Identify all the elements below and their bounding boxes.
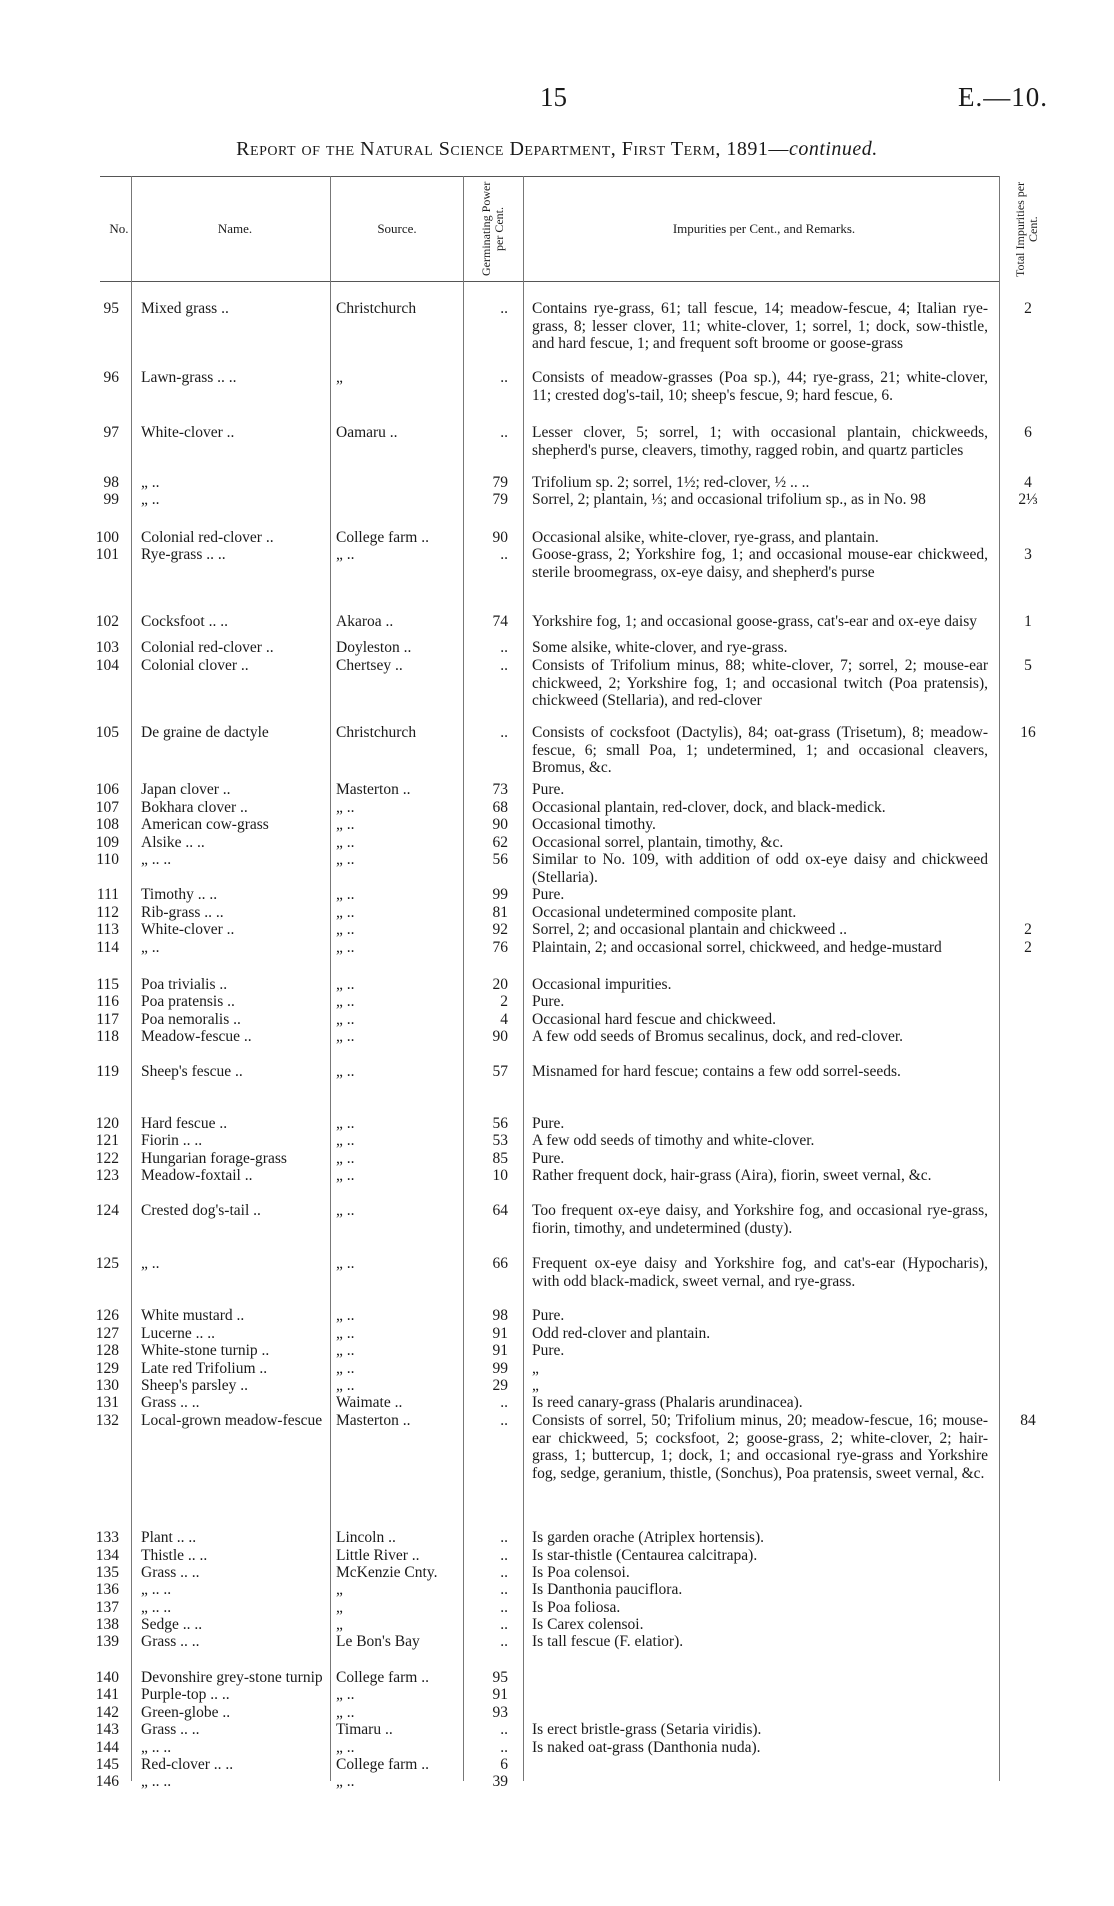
row-total: 2⅓ [1018, 491, 1038, 508]
row-remarks: Trifolium sp. 2; sorrel, 1½; red-clover, ½ .. .. [532, 474, 810, 491]
row-germinating: 85 [492, 1150, 508, 1167]
row-source: „ .. [336, 1342, 355, 1359]
row-remarks: Goose-grass, 2; Yorkshire fog, 1; and occasional mouse-ear chickweed, sterile broomegrass, ox-eye daisy, and shepherd's purse [532, 546, 988, 581]
row-name: Hard fescue .. [141, 1115, 228, 1132]
row-name: Hungarian forage-grass [141, 1150, 287, 1167]
row-germinating: 90 [492, 529, 508, 546]
row-name: Thistle .. .. [141, 1547, 208, 1564]
row-total: 1 [1024, 613, 1032, 630]
row-name: Devonshire grey-stone turnip [141, 1669, 323, 1686]
col-header-germinating [464, 177, 522, 281]
row-remarks: Too frequent ox-eye daisy, and Yorkshire fog, and occasional rye-grass, fiorin, timothy, and undetermined (dusty). [532, 1202, 988, 1237]
column-rule [131, 176, 132, 1781]
row-number: 95 [103, 300, 119, 317]
row-number: 101 [95, 546, 119, 563]
row-name: „ .. [141, 474, 160, 491]
row-source: „ .. [336, 993, 355, 1010]
row-germinating: 92 [492, 921, 508, 938]
row-source: College farm .. [336, 1669, 429, 1686]
row-source: Masterton .. [336, 1412, 411, 1429]
row-name: Late red Trifolium .. [141, 1360, 268, 1377]
row-number: 115 [96, 976, 119, 993]
title-text: Report of the Natural Science Department, First Term, 1891— [236, 138, 789, 160]
row-source: Chertsey .. [336, 657, 403, 674]
row-name: Rib-grass .. .. [141, 904, 224, 921]
row-germinating: .. [500, 657, 508, 674]
row-remarks: Occasional undetermined composite plant. [532, 904, 797, 921]
row-germinating: 99 [492, 886, 508, 903]
row-number: 103 [95, 639, 119, 656]
row-number: 98 [103, 474, 119, 491]
row-remarks: Is Carex colensoi. [532, 1616, 644, 1633]
row-number: 144 [95, 1739, 119, 1756]
row-source: „ .. [336, 1063, 355, 1080]
row-name: White-clover .. [141, 424, 235, 441]
row-germinating: 76 [492, 939, 508, 956]
row-germinating: 73 [492, 781, 508, 798]
row-germinating: 91 [492, 1686, 508, 1703]
row-remarks: Is naked oat-grass (Danthonia nuda). [532, 1739, 761, 1756]
row-name: Grass .. .. [141, 1394, 200, 1411]
row-germinating: 98 [492, 1307, 508, 1324]
row-germinating: 79 [492, 474, 508, 491]
row-source: „ .. [336, 1167, 355, 1184]
row-name: Poa nemoralis .. [141, 1011, 241, 1028]
row-source: „ [336, 369, 343, 386]
row-number: 120 [95, 1115, 119, 1132]
page-title [0, 138, 1114, 161]
row-source: „ .. [336, 1307, 355, 1324]
row-number: 135 [95, 1564, 119, 1581]
row-number: 130 [95, 1377, 119, 1394]
col-header-total-text: Total Impurities per Cent. [1013, 181, 1040, 277]
row-germinating: .. [500, 1721, 508, 1738]
row-name: Rye-grass .. .. [141, 546, 226, 563]
row-germinating: .. [500, 1616, 508, 1633]
row-remarks: Pure. [532, 1307, 565, 1324]
row-name: Cocksfoot .. .. [141, 613, 228, 630]
row-number: 133 [95, 1529, 119, 1546]
row-remarks: A few odd seeds of timothy and white-clover. [532, 1132, 815, 1149]
row-source: „ .. [336, 921, 355, 938]
row-number: 113 [96, 921, 119, 938]
row-number: 127 [95, 1325, 119, 1342]
row-remarks: Plaintain, 2; and occasional sorrel, chickweed, and hedge-mustard [532, 939, 942, 956]
column-rule [999, 176, 1000, 1781]
row-source: „ [336, 1581, 343, 1598]
row-germinating: 6 [500, 1756, 508, 1773]
row-number: 126 [95, 1307, 119, 1324]
col-header-name: Name. [217, 221, 253, 236]
row-source: „ .. [336, 1132, 355, 1149]
row-name: Green-globe .. [141, 1704, 231, 1721]
row-source: „ .. [336, 1773, 355, 1790]
row-name: Meadow-foxtail .. [141, 1167, 253, 1184]
row-source: „ .. [336, 799, 355, 816]
row-source: Lincoln .. [336, 1529, 396, 1546]
row-number: 110 [96, 851, 119, 868]
row-name: Meadow-fescue .. [141, 1028, 252, 1045]
row-germinating: .. [500, 1529, 508, 1546]
row-name: Colonial red-clover .. [141, 639, 274, 656]
row-germinating: 81 [492, 904, 508, 921]
row-germinating: 10 [492, 1167, 508, 1184]
row-germinating: 4 [500, 1011, 508, 1028]
row-germinating: .. [500, 1581, 508, 1598]
row-source: „ .. [336, 1115, 355, 1132]
row-number: 140 [95, 1669, 119, 1686]
col-header-germinating-text: Germinating Power per Cent. [479, 181, 506, 277]
row-number: 146 [95, 1773, 119, 1790]
row-source: „ .. [336, 1202, 355, 1219]
row-source: McKenzie Cnty. [336, 1564, 438, 1581]
row-remarks: Pure. [532, 781, 565, 798]
row-number: 145 [95, 1756, 119, 1773]
row-name: Grass .. .. [141, 1564, 200, 1581]
row-germinating: .. [500, 1633, 508, 1650]
row-germinating: 91 [492, 1325, 508, 1342]
row-name: Colonial red-clover .. [141, 529, 274, 546]
col-header-total [1004, 177, 1050, 281]
row-total: 6 [1024, 424, 1032, 441]
row-number: 141 [95, 1686, 119, 1703]
row-remarks: Similar to No. 109, with addition of odd ox-eye daisy and chickweed (Stellaria). [532, 851, 988, 886]
row-remarks: Sorrel, 2; plantain, ⅓; and occasional trifolium sp., as in No. 98 [532, 491, 926, 508]
row-germinating: .. [500, 300, 508, 317]
table-header [100, 176, 1040, 282]
row-name: „ .. .. [141, 1599, 172, 1616]
row-germinating: 2 [500, 993, 508, 1010]
row-number: 131 [95, 1394, 119, 1411]
row-number: 100 [95, 529, 119, 546]
row-source: „ .. [336, 1704, 355, 1721]
row-number: 136 [95, 1581, 119, 1598]
row-number: 104 [95, 657, 119, 674]
row-number: 132 [95, 1412, 119, 1429]
row-remarks: Is Poa colensoi. [532, 1564, 630, 1581]
row-remarks: Is garden orache (Atriplex hortensis). [532, 1529, 764, 1546]
row-name: „ .. .. [141, 1739, 172, 1756]
row-source: „ .. [336, 1028, 355, 1045]
row-source: Oamaru .. [336, 424, 398, 441]
row-source: Le Bon's Bay [336, 1633, 420, 1650]
row-total: 2 [1024, 300, 1032, 317]
row-number: 124 [95, 1202, 119, 1219]
row-source: „ [336, 1616, 343, 1633]
row-germinating: 93 [492, 1704, 508, 1721]
row-germinating: 29 [492, 1377, 508, 1394]
row-source: „ .. [336, 816, 355, 833]
row-total: 5 [1024, 657, 1032, 674]
row-source: Timaru .. [336, 1721, 393, 1738]
row-name: Red-clover .. .. [141, 1756, 234, 1773]
row-name: Purple-top .. .. [141, 1686, 230, 1703]
row-source: College farm .. [336, 529, 429, 546]
row-total: 84 [1020, 1412, 1036, 1429]
row-name: American cow-grass [141, 816, 269, 833]
row-name: „ .. [141, 1255, 160, 1272]
row-number: 107 [95, 799, 119, 816]
row-germinating: 68 [492, 799, 508, 816]
row-germinating: .. [500, 369, 508, 386]
row-remarks: Pure. [532, 993, 565, 1010]
row-name: „ .. [141, 491, 160, 508]
row-source: „ .. [336, 886, 355, 903]
row-name: Colonial clover .. [141, 657, 249, 674]
row-number: 108 [95, 816, 119, 833]
row-name: Bokhara clover .. [141, 799, 248, 816]
row-name: Sheep's parsley .. [141, 1377, 248, 1394]
row-number: 117 [96, 1011, 119, 1028]
row-germinating: .. [500, 424, 508, 441]
row-total: 2 [1024, 921, 1032, 938]
row-source: Waimate .. [336, 1394, 403, 1411]
row-source: „ .. [336, 1150, 355, 1167]
row-germinating: 20 [492, 976, 508, 993]
row-germinating: 56 [492, 1115, 508, 1132]
row-number: 128 [95, 1342, 119, 1359]
row-number: 123 [95, 1167, 119, 1184]
row-remarks: Consists of meadow-grasses (Poa sp.), 44; rye-grass, 21; white-clover, 11; crested dog's-tail, 10; sheep's fescue, 9; hard fescue, 6. [532, 369, 988, 404]
row-name: Lucerne .. .. [141, 1325, 216, 1342]
row-source: Doyleston .. [336, 639, 412, 656]
row-name: Timothy .. .. [141, 886, 218, 903]
row-source: Akaroa .. [336, 613, 394, 630]
row-germinating: 57 [492, 1063, 508, 1080]
row-name: White-stone turnip .. [141, 1342, 270, 1359]
row-remarks: Misnamed for hard fescue; contains a few odd sorrel-seeds. [532, 1063, 901, 1080]
row-source: „ .. [336, 834, 355, 851]
row-germinating: 79 [492, 491, 508, 508]
row-source: Little River .. [336, 1547, 420, 1564]
row-remarks: Pure. [532, 1342, 565, 1359]
row-remarks: Is erect bristle-grass (Setaria viridis). [532, 1721, 762, 1738]
row-source: „ .. [336, 1686, 355, 1703]
row-remarks: Is reed canary-grass (Phalaris arundinacea). [532, 1394, 803, 1411]
row-remarks: „ [532, 1360, 539, 1377]
row-germinating: 99 [492, 1360, 508, 1377]
row-remarks: Sorrel, 2; and occasional plantain and chickweed .. [532, 921, 848, 938]
row-germinating: .. [500, 1739, 508, 1756]
row-number: 134 [95, 1547, 119, 1564]
row-number: 122 [95, 1150, 119, 1167]
row-source: College farm .. [336, 1756, 429, 1773]
document-reference: E.—10. [958, 82, 1048, 112]
row-remarks: Consists of sorrel, 50; Trifolium minus, 20; meadow-fescue, 16; mouse-ear chickweed, 5; cocksfoot, 2; goose-grass, 2; white-clover, 2; hair-grass, 1; buttercup, 1; dock, 1; and occasional rye-grass and Yorkshire fog, sedge, geranium, thistle, (Sonchus), Poa pratensis, sweet vernal, &c. [532, 1412, 988, 1482]
row-number: 112 [96, 904, 119, 921]
row-source: „ .. [336, 1360, 355, 1377]
row-number: 97 [103, 424, 119, 441]
row-number: 118 [96, 1028, 119, 1045]
row-name: Poa pratensis .. [141, 993, 235, 1010]
row-source: Christchurch [336, 724, 417, 741]
row-remarks: Consists of Trifolium minus, 88; white-clover, 7; sorrel, 2; mouse-ear chickweed, 2; Yorkshire fog, 1; and occasional twitch (Poa pratensis), chickweed (Stellaria), and red-clover [532, 657, 988, 709]
row-remarks: Occasional timothy. [532, 816, 656, 833]
row-name: Local-grown meadow-fescue [141, 1412, 323, 1429]
row-germinating: 91 [492, 1342, 508, 1359]
col-header-remarks: Impurities per Cent., and Remarks. [672, 221, 856, 236]
row-number: 102 [95, 613, 119, 630]
column-rule [523, 176, 524, 1781]
row-total: 4 [1024, 474, 1032, 491]
row-remarks: Is Poa foliosa. [532, 1599, 621, 1616]
row-remarks: Pure. [532, 1150, 565, 1167]
row-number: 119 [96, 1063, 119, 1080]
row-remarks: Occasional plantain, red-clover, dock, and black-medick. [532, 799, 886, 816]
row-number: 142 [95, 1704, 119, 1721]
row-number: 121 [95, 1132, 119, 1149]
row-source: „ .. [336, 1739, 355, 1756]
row-germinating: .. [500, 1599, 508, 1616]
row-number: 116 [96, 993, 119, 1010]
row-source: Christchurch [336, 300, 417, 317]
row-remarks: Frequent ox-eye daisy and Yorkshire fog, and cat's-ear (Hypocharis), with odd black-madick, sweet vernal, and rye-grass. [532, 1255, 988, 1290]
row-number: 106 [95, 781, 119, 798]
row-number: 125 [95, 1255, 119, 1272]
row-remarks: Contains rye-grass, 61; tall fescue, 14; meadow-fescue, 4; Italian rye-grass, 8; lesser clover, 11; white-clover, 1; sorrel, 1; dock, sow-thistle, and hard fescue, 1; and frequent soft broome or goose-grass [532, 300, 988, 352]
row-source: „ .. [336, 976, 355, 993]
row-germinating: 90 [492, 816, 508, 833]
row-number: 99 [103, 491, 119, 508]
row-germinating: .. [500, 639, 508, 656]
row-germinating: 64 [492, 1202, 508, 1219]
row-source: „ .. [336, 939, 355, 956]
row-germinating: 56 [492, 851, 508, 868]
row-total: 2 [1024, 939, 1032, 956]
row-name: Sedge .. .. [141, 1616, 203, 1633]
row-number: 129 [95, 1360, 119, 1377]
row-source: Masterton .. [336, 781, 411, 798]
row-remarks: Is tall fescue (F. elatior). [532, 1633, 684, 1650]
row-remarks: Is star-thistle (Centaurea calcitrapa). [532, 1547, 758, 1564]
page-number: 15 [540, 82, 567, 112]
row-remarks: Occasional impurities. [532, 976, 672, 993]
row-name: Japan clover .. [141, 781, 231, 798]
row-germinating: 90 [492, 1028, 508, 1045]
row-name: „ .. [141, 939, 160, 956]
row-name: „ .. .. [141, 851, 172, 868]
row-number: 139 [95, 1633, 119, 1650]
row-remarks: Odd red-clover and plantain. [532, 1325, 711, 1342]
row-name: „ .. .. [141, 1773, 172, 1790]
row-germinating: 39 [492, 1773, 508, 1790]
row-germinating: 66 [492, 1255, 508, 1272]
row-number: 114 [96, 939, 119, 956]
row-source: „ .. [336, 546, 355, 563]
row-number: 137 [95, 1599, 119, 1616]
row-remarks: A few odd seeds of Bromus secalinus, dock, and red-clover. [532, 1028, 904, 1045]
row-remarks: Occasional sorrel, plantain, timothy, &c. [532, 834, 784, 851]
row-germinating: .. [500, 1394, 508, 1411]
row-name: Poa trivialis .. [141, 976, 228, 993]
row-name: Crested dog's-tail .. [141, 1202, 261, 1219]
row-remarks: Yorkshire fog, 1; and occasional goose-grass, cat's-ear and ox-eye daisy [532, 613, 977, 630]
row-name: Plant .. .. [141, 1529, 197, 1546]
row-remarks: Some alsike, white-clover, and rye-grass. [532, 639, 788, 656]
row-remarks: Occasional alsike, white-clover, rye-grass, and plantain. [532, 529, 879, 546]
row-name: Grass .. .. [141, 1633, 200, 1650]
row-remarks: Consists of cocksfoot (Dactylis), 84; oat-grass (Trisetum), 8; meadow-fescue, 6; small Poa, 1; undetermined, 1; and occasional cleavers, Bromus, &c. [532, 724, 988, 776]
row-name: Grass .. .. [141, 1721, 200, 1738]
row-name: Alsike .. .. [141, 834, 205, 851]
row-number: 105 [95, 724, 119, 741]
row-number: 143 [95, 1721, 119, 1738]
row-name: Sheep's fescue .. [141, 1063, 243, 1080]
row-number: 109 [95, 834, 119, 851]
row-name: Fiorin .. .. [141, 1132, 203, 1149]
row-germinating: 74 [492, 613, 508, 630]
row-germinating: .. [500, 546, 508, 563]
row-name: Lawn-grass .. .. [141, 369, 237, 386]
row-remarks: Pure. [532, 886, 565, 903]
row-source: „ .. [336, 851, 355, 868]
row-total: 16 [1020, 724, 1036, 741]
row-source: „ .. [336, 1255, 355, 1272]
row-number: 138 [95, 1616, 119, 1633]
row-remarks: Pure. [532, 1115, 565, 1132]
row-source: „ [336, 1599, 343, 1616]
row-germinating: 53 [492, 1132, 508, 1149]
row-name: „ .. .. [141, 1581, 172, 1598]
row-source: „ .. [336, 1011, 355, 1028]
row-number: 96 [103, 369, 119, 386]
row-name: White mustard .. [141, 1307, 245, 1324]
row-germinating: 62 [492, 834, 508, 851]
row-germinating: .. [500, 1564, 508, 1581]
row-source: „ .. [336, 904, 355, 921]
row-germinating: 95 [492, 1669, 508, 1686]
row-total: 3 [1024, 546, 1032, 563]
row-remarks: Lesser clover, 5; sorrel, 1; with occasional plantain, chickweeds, shepherd's purse, cleavers, timothy, ragged robin, and quartz particles [532, 424, 988, 459]
row-source: „ .. [336, 1377, 355, 1394]
row-source: „ .. [336, 1325, 355, 1342]
row-germinating: .. [500, 1547, 508, 1564]
row-remarks: Occasional hard fescue and chickweed. [532, 1011, 777, 1028]
column-rule [330, 176, 331, 1781]
title-continued: continued. [788, 138, 878, 160]
row-name: De graine de dactyle [141, 724, 269, 741]
row-name: White-clover .. [141, 921, 235, 938]
row-name: Mixed grass .. [141, 300, 229, 317]
row-germinating: .. [500, 1412, 508, 1429]
row-remarks: Rather frequent dock, hair-grass (Aira), fiorin, sweet vernal, &c. [532, 1167, 932, 1184]
row-remarks: „ [532, 1377, 539, 1394]
row-remarks: Is Danthonia pauciflora. [532, 1581, 683, 1598]
row-number: 111 [96, 886, 119, 903]
col-header-source: Source. [377, 221, 417, 236]
column-rule [463, 176, 464, 1781]
row-germinating: .. [500, 724, 508, 741]
col-header-no: No. [109, 221, 129, 236]
